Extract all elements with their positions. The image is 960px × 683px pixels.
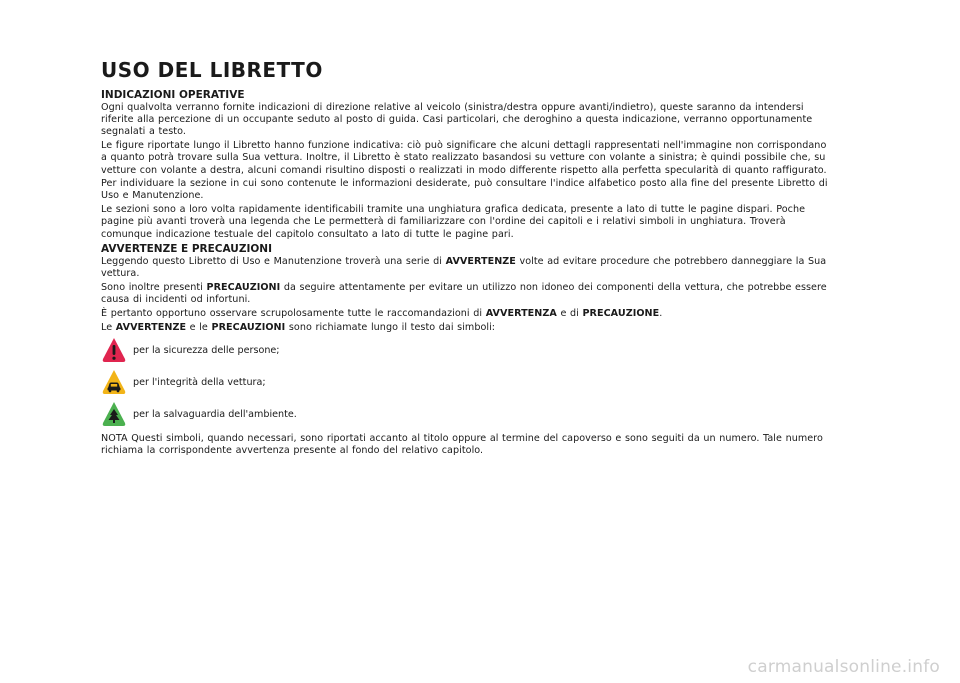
paragraph: Per individuare la sezione in cui sono contenute le informazioni desiderate, può consultare l'indice alfabetico posto alla fine del presente Libretto di Uso e Manutenzione. [101,178,828,202]
section-heading-indicazioni: INDICAZIONI OPERATIVE [101,89,245,101]
page-content [101,58,831,459]
warning-car-icon [101,369,127,396]
nota-paragraph: NOTA Questi simboli, quando necessari, sono riportati accanto al titolo oppure al termine del capoverso e sono seguiti da un numero. Tale numero richiama la corrispondente avvertenza presente al fondo del relativo capitolo. [101,432,823,457]
warning-environment-icon [101,401,127,428]
paragraph: È pertanto opportuno osservare scrupolosamente tutte le raccomandazioni di AVVERTENZA e di PRECAUZIONE. [101,308,663,320]
symbol-row-car: per l'integrità della vettura; [101,369,831,397]
warning-person-icon [101,337,127,364]
watermark: carmanualsonline.info [747,657,940,677]
paragraph: Leggendo questo Libretto di Uso e Manutenzione troverà una serie di AVVERTENZE volte ad evitare procedure che potrebbero danneggiare la Sua vettura. [101,256,827,280]
paragraph: Le sezioni sono a loro volta rapidamente identificabili tramite una unghiatura grafica dedicata, presente a lato di tutte le pagine dispari. Poche pagine più avanti troverà una legenda che Le permetterà di familiarizzare con l'ordine dei capitoli e i relativi simboli in unghiatura. Troverà comunque indicazione testuale del capitolo consultato a lato di tutte le pagine pari. [101,204,806,240]
paragraph: Sono inoltre presenti PRECAUZIONI da seguire attentamente per evitare un utilizzo non idoneo dei componenti della vettura, che potrebbe essere causa di incidenti od infortuni. [101,282,827,306]
section-heading-avvertenze: AVVERTENZE E PRECAUZIONI [101,243,272,256]
paragraph: Le figure riportate lungo il Libretto hanno funzione indicativa: ciò può significare che alcuni dettagli rappresentati nell'immagine non corrispondano a quanto potrà trovare sulla Sua vettura. Inoltre, il Libretto è stato realizzato basandosi su vetture con volante a sinistra; è quindi possibile che, su vetture con volante a destra, alcuni comandi risultino disposti o realizzati in modo differente rispetto alla perfetta specularità di quanto raffigurato. [101,140,827,176]
symbol-row-person: per la sicurezza delle persone; [101,337,831,365]
paragraph: Ogni qualvolta verranno fornite indicazioni di direzione relative al veicolo (sinistra/destra oppure avanti/indietro), queste saranno da intendersi riferite alla percezione di un occupante seduto al posto di guida. Casi particolari, che deroghino a questa indicazione, verranno opportunamente segnalati a testo. [101,102,813,138]
paragraph: Le AVVERTENZE e le PRECAUZIONI sono richiamate lungo il testo dai simboli: [101,321,496,333]
page-title: USO DEL LIBRETTO [101,58,323,82]
symbol-row-environment: per la salvaguardia dell'ambiente. [101,401,831,429]
